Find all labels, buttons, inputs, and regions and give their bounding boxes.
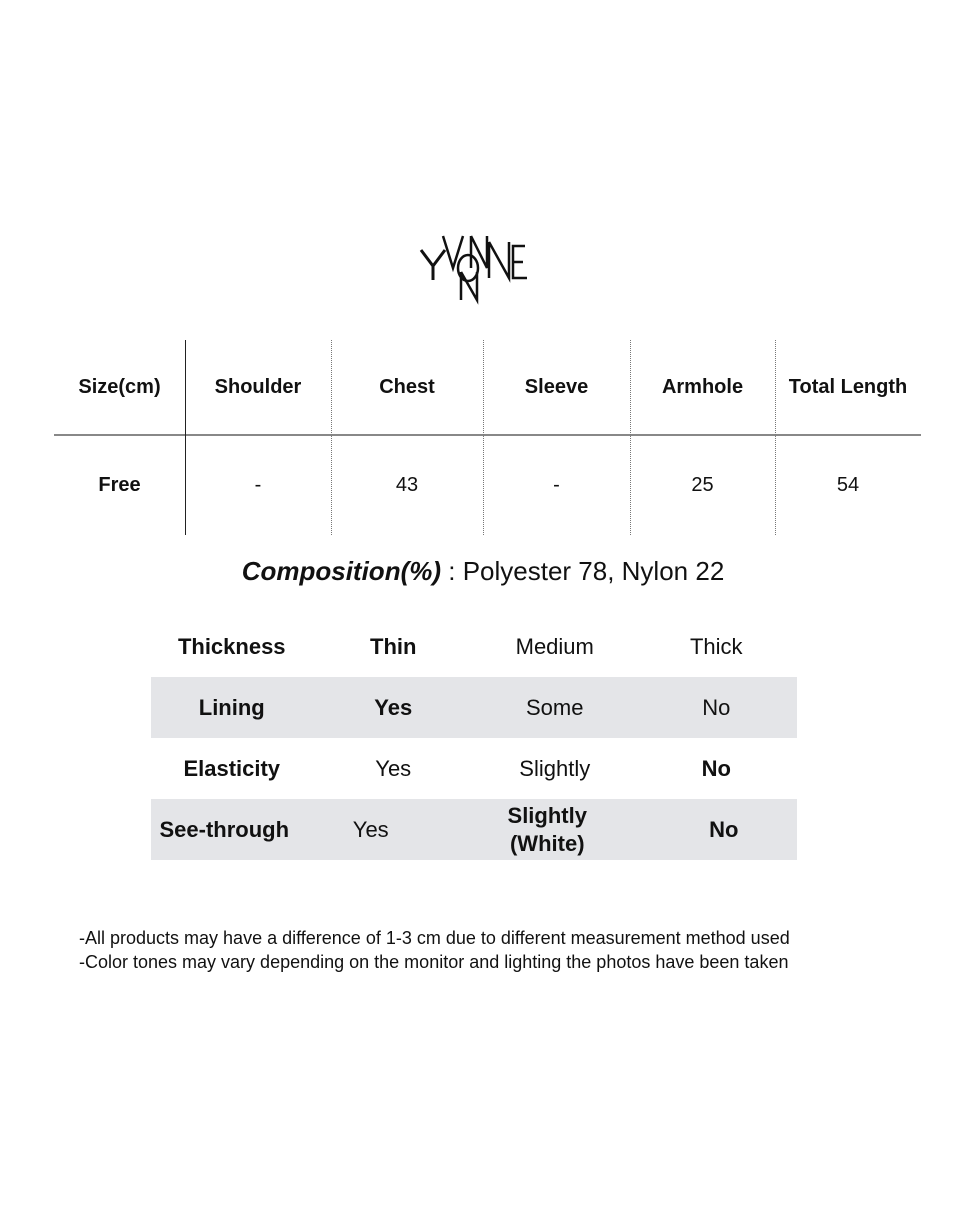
fabric-label: Thickness: [177, 633, 286, 659]
column-divider: [483, 340, 484, 535]
cell-armhole: 25: [691, 473, 714, 496]
fabric-option-selected: No: [709, 816, 739, 842]
note-color: -Color tones may vary depending on the monitor and lighting the photos have been taken: [79, 952, 789, 972]
fabric-option-selected: Slightly (White): [507, 802, 587, 856]
fabric-option-selected: No: [701, 755, 731, 781]
cell-size: Free: [98, 473, 141, 496]
fabric-row-thickness: [151, 616, 797, 677]
cell-sleeve: -: [553, 473, 560, 496]
fabric-option: Yes: [352, 816, 389, 842]
fabric-option: Medium: [515, 633, 594, 659]
header-size: Size(cm): [78, 375, 161, 398]
fabric-option-selected: Thin: [370, 633, 417, 659]
composition-value: Polyester 78, Nylon 22: [462, 556, 725, 586]
fabric-option: No: [702, 694, 731, 720]
size-table: [54, 340, 921, 535]
header-sleeve: Sleeve: [524, 375, 589, 398]
header-armhole: Armhole: [661, 375, 744, 398]
column-divider: [630, 340, 631, 535]
cell-chest: 43: [395, 473, 419, 496]
header-shoulder: Shoulder: [214, 375, 302, 398]
fabric-label: See-through: [159, 816, 290, 842]
fabric-row-lining: [151, 677, 797, 738]
fabric-option: Slightly: [519, 755, 591, 781]
composition-line: [0, 556, 966, 587]
fabric-option-selected: Yes: [374, 694, 413, 720]
header-total-length: Total Length: [788, 375, 908, 398]
column-divider: [775, 340, 776, 535]
composition-separator: :: [441, 556, 463, 586]
note-measurement: -All products may have a difference of 1-3 cm due to different measurement method used: [79, 928, 790, 948]
fabric-row-elasticity: [151, 738, 797, 799]
fabric-label: Lining: [198, 694, 265, 720]
brand-logo: [413, 228, 537, 308]
fabric-label: Elasticity: [183, 755, 281, 781]
composition-label: Composition(%): [241, 556, 442, 586]
cell-total-length: 54: [836, 473, 860, 496]
column-divider: [331, 340, 332, 535]
fabric-table: [151, 616, 797, 860]
fabric-option: Yes: [375, 755, 412, 781]
fabric-option: Some: [526, 694, 584, 720]
disclaimer-notes: [79, 926, 790, 974]
column-divider: [185, 340, 186, 535]
cell-shoulder: -: [254, 473, 262, 496]
header-chest: Chest: [379, 375, 435, 398]
fabric-row-see-through: [151, 799, 797, 860]
fabric-option: Thick: [689, 633, 743, 659]
